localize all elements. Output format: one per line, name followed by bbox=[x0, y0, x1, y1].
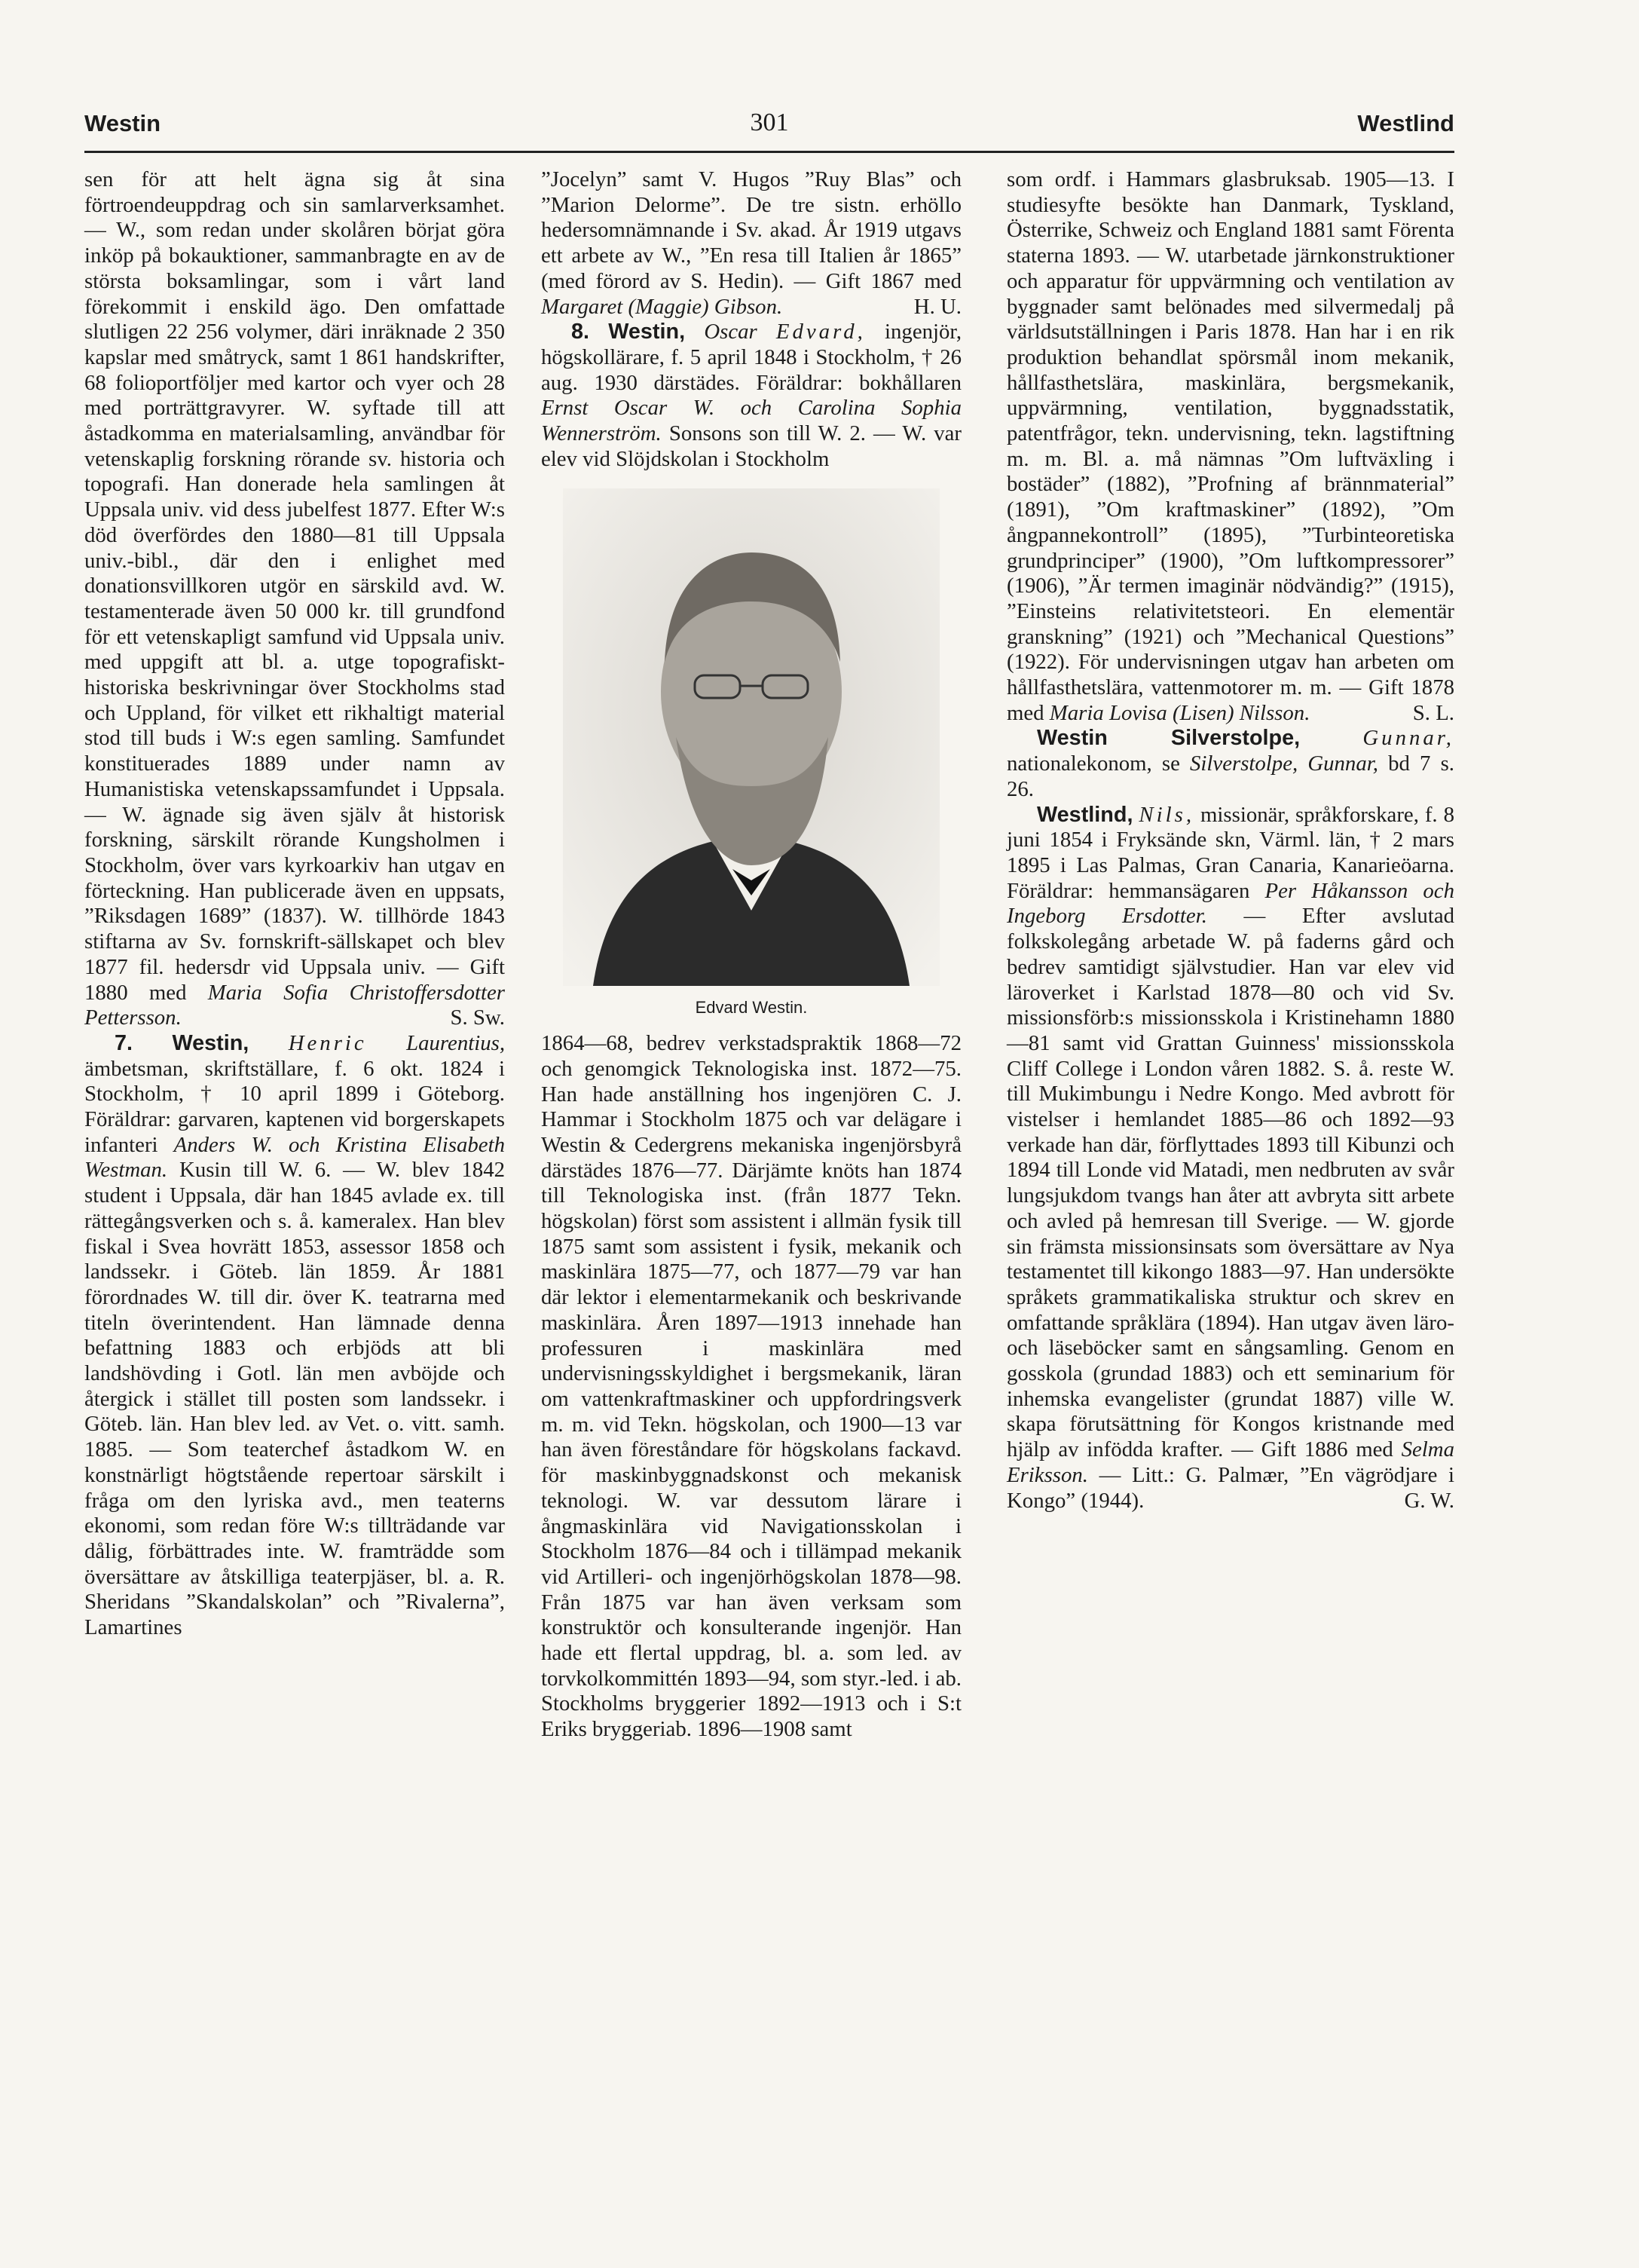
header-rule bbox=[84, 151, 1454, 153]
entry-8-given-name: Oscar bbox=[704, 320, 757, 344]
page-header bbox=[84, 106, 1454, 148]
entry-8-wife: Maria Lovisa (Lisen) Nilsson. bbox=[1049, 700, 1310, 725]
entry-7-signature: H. U. bbox=[913, 294, 962, 319]
entry-8-text-1: ingenjör, högskollärare, f. 5 april 1848 i Stockholm, † 26 aug. 1930 därstädes. Föräldrar: bokhållaren bbox=[541, 320, 962, 395]
entry-westlind bbox=[1007, 803, 1454, 1514]
column-right bbox=[1007, 167, 1454, 1514]
entry-8-body: 1864—68, bedrev verkstadspraktik 1868—72 och genomgick Teknologiska inst. 1872—75. Han hade anställning hos ingenjören C. J. Hammar i Stockholm 1875 och var delägare i Westin & Cedergrens mekaniska ingenjörsbyrå därstädes 1876—77. Därjämte knöts han 1874 till Teknologiska inst. (från 1877 Tekn. högskolan) först som assistent i allmän fysik till 1875 samt som assistent i fysik, mekanik och maskinlära 1875—77, och 1877—79 var han där lektor i elementarmekanik och beskrivande maskinlära. Åren 1897—1913 innehade han professuren i maskinlära med undervisningsskyldighet i bergsmekanik, läran om vattenkraftmaskiner och uppfordringsverk m. m. vid Tekn. högskolan, och 1900—13 var han även föreståndare för högskolans fackavd. för maskinbyggnadskonst och mekanisk teknologi. W. var dessutom lärare i ångmaskinlära vid Navigationsskolan i Stockholm 1876—84 och i tillämpad mekanik vid Artilleri- och ingenjörhögskolan 1878—98. Från 1875 var han även verksam som konstruktör och konsulterande ingenjör. Han hade ett flertal uppdrag, bl. a. som led. av torvkolkommittén 1893—94, som styr.-led. i ab. Stockholms bryggerier 1892—1913 och i S:t Eriks bryggeriab. 1896—1908 samt bbox=[541, 1031, 962, 1742]
entry-8-number: 8. bbox=[571, 320, 590, 344]
page-number: 301 bbox=[750, 109, 789, 136]
entry-9-cross-reference: Silverstolpe, Gunnar, bbox=[1190, 751, 1378, 776]
photo-caption: Edvard Westin. bbox=[695, 998, 808, 1018]
column-middle bbox=[541, 167, 962, 1743]
entry-8-headword: Westin, bbox=[608, 320, 686, 344]
entry-10-text-2: — Efter avslutad folkskolegång arbetade W. på faderns gård och bedrev samtidigt självstudier. Han var elev vid läroverket i Karlstad 1878—80 och vid Sv. missionsförb:s missionsskola i Kristinehamn 1880—81 samt vid Grattan Guinness' missionsskola Cliff College i London våren 1882. S. å. reste W. till Mukimbungu i Nedre Kongo. Med avbrott för vistelser i hemlandet 1885—86 och 1892—93 verkade han där, förflyttades 1893 till Kibunzi och 1894 till Londe vid Matadi, men nedbruten av svår lungsjukdom tvangs han åter att avbryta sitt arbete och avled på hemresan till Sverige. — W. gjorde sin främsta missionsinsats som översättare av Nya testamentet till kikongo 1883—97. Han undersökte språkets grammatikaliska struktur och skrev en omfattande språklära (1894). Han utgav även läro- och läseböcker samt en sångsamling. Genom en gosskola (grundad 1883) och ett seminarium för inhemska evangelister (grundat 1887) ville W. skapa förutsättning för Kongos kristnande med hjälp av infödda krafter. — Gift 1886 med bbox=[1007, 904, 1455, 1462]
entry-7 bbox=[84, 1031, 505, 1641]
entry-7-headword: Westin, bbox=[172, 1030, 249, 1055]
entry-7-number: 7. bbox=[115, 1030, 133, 1055]
entry-westin-silverstolpe bbox=[1007, 726, 1454, 802]
entry-9-tail: bd 7 s. 26. bbox=[1007, 751, 1455, 801]
entry-10-wife: Selma Eriksson. bbox=[1007, 1437, 1454, 1487]
entry-10-parents: Per Håkansson och Ingeborg Ersdotter. bbox=[1007, 878, 1454, 929]
entry-6-text: sen för att helt ägna sig åt sina förtroendeuppdrag och sin samlarverksamhet. — W., som redan under skolåren börjat göra inköp på bokauktioner, sammanbragte en av de största boksamlingar, som i vårt land förekommit i enskild ägo. Den omfattade slutligen 22 256 volymer, däri inräknade 2 350 kapslar med småtryck, samt 1 861 handskrifter, 68 folioportföljer med kartor och vyer och 28 med porträttgravyrer. W. syftade till att åstadkomma en materialsamling, användbar för vetenskaplig forskning rörande sv. historia och topografi. Han donerade hela samlingen åt Uppsala univ. vid dess jubelfest 1877. Efter W:s död överfördes den 1880—81 till Uppsala univ.-bibl., där den i enlighet med donationsvillkoren utgör en särskild avd. W. testamenterade även 50 000 kr. till grundfond för ett vetenskapligt samfund vid Uppsala univ. med uppgift att bl. a. utge topografiskt-historiska beskrivningar över Stockholms stad och Uppland, för vilket ett rikhaltigt material stod till buds i W:s egen samling. Samfundet konstituerades 1889 under namn av Humanistiska vetenskapssamfundet i Uppsala. — W. ägnade sig även själv åt historisk forskning, särskilt rörande Kungsholmen i Stockholm, över vars kyrkoarkiv han utgav en förteckning. Han publicerade även en uppsats, ”Riksdagen 1689” (1837). W. tillhörde 1843 stiftarna av Sv. fornskrift-sällskapet och blev 1877 fil. hedersdr vid Uppsala univ. — Gift 1880 med bbox=[84, 167, 505, 1005]
entry-7-text-3: ”Jocelyn” samt V. Hugos ”Ruy Blas” och ”Marion Delorme”. De tre sistn. erhöllo hedersomnämnande i Sv. akad. År 1919 utgavs ett arbete av W., ”En resa till Italien år 1865” (med förord av S. Hedin). — Gift 1867 med bbox=[541, 167, 962, 293]
entry-8-text-3: som ordf. i Hammars glasbruksab. 1905—13. I studiesyfte besökte han Danmark, Tyskland, Österrike, Schweiz och England 1881 samt Förenta staterna 1893. — W. utarbetade järnkonstruktioner och apparatur för uppvärmning och ventilation av byggnader samt belönades med silvermedalj på världsutställningen i Paris 1878. Han har i en rik produktion behandlat spörsmål inom mekanik, hållfasthetslära, maskinlära, bergsmekanik, uppvärmning, ventilation, byggnadsstatik, patentfrågor, tekn. undervisning, tekn. lagstiftning m. m. Bl. a. må nämnas ”Om luftväxling i bostäder” (1882), ”Profning af brännmaterial” (1891), ”Om kraftmaskiner” (1892), ”Om ångpannekontroll” (1895), ”Turbinteoretiska grundprinciper” (1900), ”Om luftkompressorer” (1906), ”Är termen imaginär nödvändig?” (1915), ”Einsteins relativitetsteori. En elementär granskning” (1921) och ”Mechanical Questions” (1922). För undervisningen utgav han arbeten om hållfasthetslära, vattenmotorer m. m. — Gift 1878 med bbox=[1007, 167, 1454, 725]
entry-7-text-1: ämbetsman, skriftställare, f. 6 okt. 1824 i Stockholm, † 10 april 1899 i Göteborg. Föräldrar: garvaren, kaptenen vid borgerskapets infanteri bbox=[84, 1056, 505, 1157]
entry-7-parents: Anders W. och Kristina Elisabeth Westman. bbox=[84, 1132, 505, 1183]
entry-6-signature: S. Sw. bbox=[450, 1005, 505, 1030]
entry-8-middle-name: Edvard, bbox=[775, 320, 866, 344]
entry-8-parents: Ernst Oscar W. och Carolina Sophia Wennerström. bbox=[541, 396, 962, 446]
entry-8 bbox=[541, 320, 962, 472]
entry-7-given-name: Henric bbox=[288, 1030, 367, 1055]
entry-7-text-2: Kusin till W. 6. — W. blev 1842 student i Uppsala, där han 1845 avlade ex. till rättegångsverken och s. å. kameralex. Han blev fiskal i Svea hovrätt 1853, assessor 1858 och landssekr. i Göteb. län 1859. År 1881 förordnades W. till dir. över K. teatrarna med titeln överintendent. Han lämnade denna befattning 1883 och erbjöds att bli landshövding i Gotl. län men avböjde och återgick i stället till posten som landssekr. i Göteb. län. Han blev led. av Vet. o. vitt. samh. 1885. — Som teaterchef åstadkom W. en konstnärligt högtstående repertoar särskilt i fråga om den lyriska avd., men teaterns ekonomi, som redan före W:s tillträdande var dålig, förbättrades inte. W. framträdde som översättare av åtskilliga teaterpjäser, bl. a. R. Sheridans ”Skandalskolan” och ”Rivalerna”, Lamartines bbox=[84, 1158, 505, 1640]
entry-8-text-2: Sonsons son till W. 2. — W. var elev vid Slöjdskolan i Stockholm bbox=[541, 421, 962, 471]
portrait-photo bbox=[563, 488, 940, 986]
entry-6-wife: Maria Sofia Christoffersdotter Pettersson. bbox=[84, 980, 505, 1030]
running-head-right: Westlind bbox=[1357, 110, 1454, 136]
running-head-left: Westin bbox=[84, 110, 161, 136]
entry-7-middle-name: Laurentius, bbox=[406, 1030, 506, 1055]
entry-7-continuation bbox=[541, 167, 962, 320]
entry-10-headword: Westlind, bbox=[1037, 802, 1133, 827]
entry-10-given-name: Nils, bbox=[1139, 802, 1195, 827]
entry-10-text-1: missionär, språkforskare, f. 8 juni 1854 i Fryksände skn, Värml. län, † 2 mars 1895 i Las Palmas, Gran Canaria, Kanarieöarna. Föräldrar: hemmansägaren bbox=[1007, 802, 1454, 903]
column-left bbox=[84, 167, 505, 1641]
entry-8-signature: S. L. bbox=[1412, 700, 1454, 725]
entry-10-signature: G. W. bbox=[1404, 1488, 1454, 1513]
entry-7-wife: Margaret (Maggie) Gibson. bbox=[541, 294, 783, 319]
entry-9-headword: Westin Silverstolpe, bbox=[1037, 726, 1301, 751]
entry-10-literature: — Litt.: G. Palmær, ”En vägrödjare i Kongo” (1944). bbox=[1007, 1462, 1454, 1513]
entry-9-text: nationalekonom, se bbox=[1007, 751, 1180, 776]
entry-8-continuation bbox=[1007, 167, 1454, 726]
entry-9-given-name: Gunnar, bbox=[1362, 726, 1454, 751]
entry-6-continuation bbox=[84, 167, 505, 1031]
